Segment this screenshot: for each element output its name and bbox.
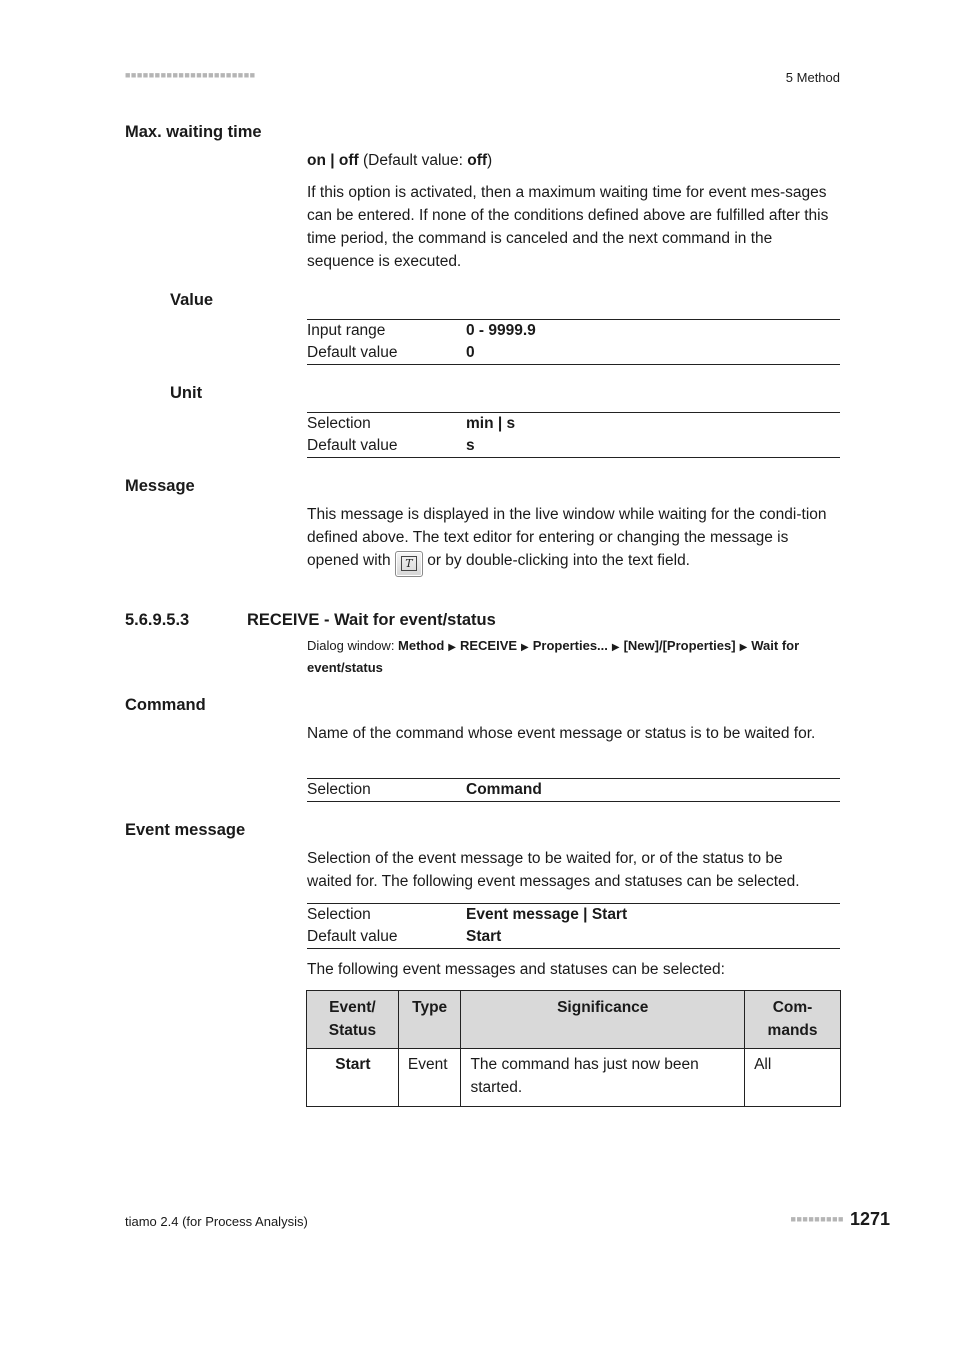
max-waiting-time-heading: Max. waiting time [125,123,262,141]
default-suffix: ) [487,152,493,169]
table-row [307,435,840,458]
command-description: Name of the command whose event message or status is to be waited for. [307,725,816,742]
row-key: Default value [307,437,398,454]
event-message-heading: Event message [125,821,246,839]
cell-significance: The command has just now been started. [461,1049,745,1107]
table-row [307,779,840,802]
arrow-right-icon: ▶ [611,642,620,653]
table-row [307,904,840,927]
column-header: Com- mands [745,991,841,1049]
path-item: [New]/[Properties] [623,638,736,653]
path-item: Wait for event/status [307,638,800,675]
cell-event: Start [307,1049,399,1107]
column-header: Significance [461,991,745,1049]
event-status-table [306,990,841,1107]
default-value: off [467,152,488,169]
arrow-right-icon: ▶ [448,642,456,653]
header-section-label: 5 Method [785,70,840,85]
command-heading: Command [125,696,206,714]
table-row [307,1049,841,1107]
text-editor-icon: T [401,556,416,571]
option-separator: | [325,152,339,169]
message-description [307,503,837,577]
value-table [307,319,840,365]
dialog-path [307,636,847,678]
row-value: 0 [466,344,475,361]
dialog-label: Dialog window: [307,638,399,653]
row-key: Selection [307,781,371,798]
path-item: RECEIVE [459,638,518,653]
column-header: Event/ Status [307,991,399,1049]
default-prefix: (Default value: [358,152,468,169]
section-title: RECEIVE - Wait for event/status [247,611,496,629]
table-row [307,320,840,343]
footer-decoration: ■■■■■■■■■ [790,1214,844,1224]
text-editor-button[interactable] [395,551,423,577]
table-header-row [307,991,841,1049]
option-off: off [338,152,359,169]
row-value: s [466,437,475,454]
event-message-description: Selection of the event message to be waited for, or of the status to be waited for. The following event messages and statuses can be selected. [307,850,800,890]
row-key: Default value [307,344,398,361]
row-value: 0 - 9999.9 [466,322,536,339]
event-message-table [307,903,840,949]
cell-commands: All [745,1049,841,1107]
table-row [307,413,840,436]
command-table [307,778,840,802]
row-key: Input range [307,322,386,339]
row-value: Command [466,781,542,798]
row-value: Start [466,928,502,945]
row-value: Event message | Start [466,906,628,923]
row-key: Selection [307,906,371,923]
row-key: Selection [307,415,371,432]
cell-type: Event [398,1049,461,1107]
arrow-right-icon: ▶ [521,642,529,653]
unit-heading: Unit [170,384,203,402]
footer-product: tiamo 2.4 (for Process Analysis) [125,1214,308,1229]
message-text-before: This message is displayed in the live window while waiting for the condi-tion defined above. The text editor for entering or changing the message is opened with [307,506,827,569]
value-heading: Value [170,291,214,309]
row-key: Default value [307,928,398,945]
section-number: 5.6.9.5.3 [125,611,190,629]
path-item: Method [398,638,445,653]
footer-page [791,1209,890,1230]
column-header: Type [398,991,461,1049]
path-item: Properties... [532,638,608,653]
max-waiting-time-options [307,149,843,172]
table-row [307,926,840,949]
header-decoration: ■■■■■■■■■■■■■■■■■■■■■■ [125,70,256,80]
message-text-after: or by double-clicking into the text field. [422,552,690,569]
unit-table [307,412,840,458]
max-waiting-time-description: If this option is activated, then a maximum waiting time for event mes-sages can be entered. If none of the conditions defined above are fulfilled after this time period, the command is canceled and the next command in the sequence is executed. [307,184,829,270]
table-row [307,342,840,365]
event-list-intro: The following event messages and statuses can be selected: [307,961,725,978]
message-heading: Message [125,477,195,495]
page-number: 1271 [849,1209,890,1229]
option-on: on [307,152,326,169]
row-value: min | s [466,415,516,432]
arrow-right-icon: ▶ [739,642,748,653]
